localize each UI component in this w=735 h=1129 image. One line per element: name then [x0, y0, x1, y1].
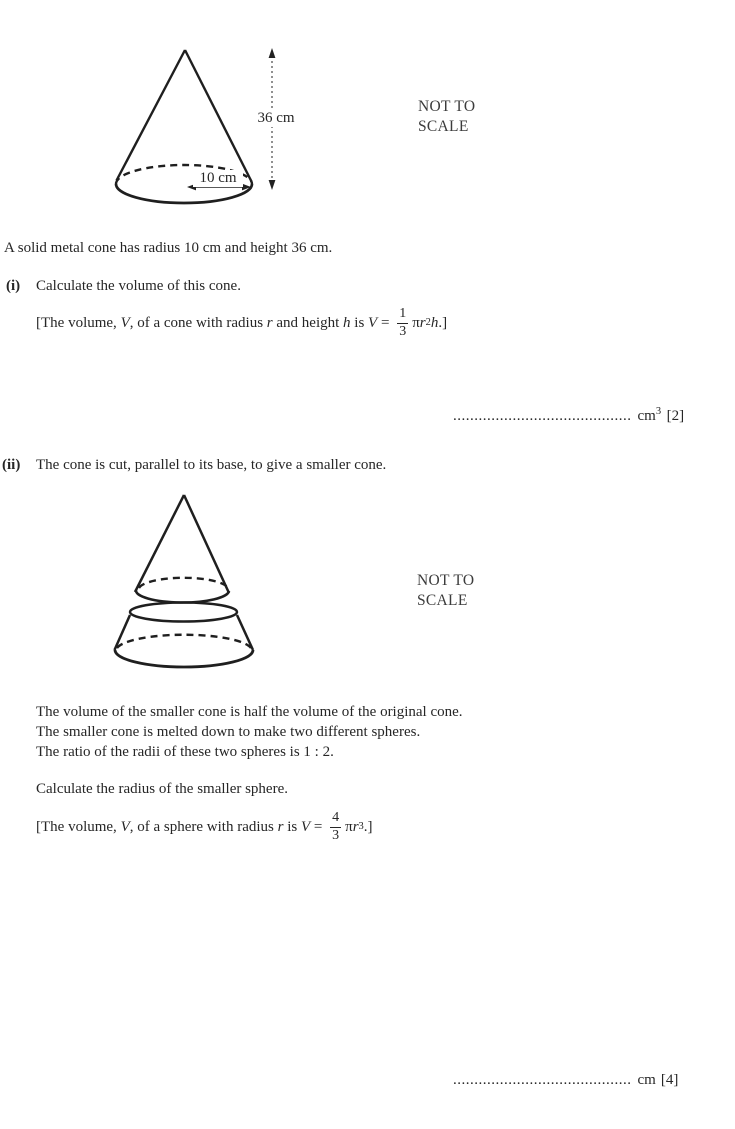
- formula-var-r: r: [266, 314, 273, 331]
- formula-text: [The volume,: [36, 818, 121, 835]
- formula-equals: =: [377, 314, 394, 331]
- cone-volume-formula: [The volume, V , of a cone with radius r and height h is V = $\frac{1}{3}$ π r 2 h .]: [36, 305, 448, 339]
- answer-line-ii: [453, 1072, 678, 1089]
- formula-text: , of a cone with radius: [129, 314, 267, 331]
- formula-text: .]: [363, 818, 373, 835]
- answer-unit-exponent: 3: [655, 406, 662, 417]
- formula-var-r: r: [352, 818, 359, 835]
- formula-var-h: h: [343, 314, 351, 331]
- formula-text: [The volume,: [36, 314, 121, 331]
- formula-var-V: V: [120, 818, 130, 835]
- fraction-numerator: 1: [397, 307, 408, 324]
- cone-side-left: [117, 50, 186, 181]
- frustum-bottom-back-edge-dashed: [117, 635, 251, 648]
- not-to-scale-line: SCALE: [417, 592, 468, 609]
- fraction-denominator: 3: [332, 827, 340, 843]
- sphere-volume-formula: [The volume, V , of a sphere with radius r is V = $\frac{4}{3}$ π r 3 .]: [36, 809, 373, 843]
- formula-text: is: [350, 314, 369, 331]
- answer-dotted-line: ..........................................: [453, 1072, 632, 1088]
- task-text: Calculate the radius of the smaller sphere.: [36, 781, 288, 797]
- small-cone-base-back-edge-dashed: [139, 578, 228, 588]
- formula-var-V: V: [368, 314, 378, 331]
- not-to-scale-line: NOT TO: [418, 98, 476, 115]
- intro-text: A solid metal cone has radius 10 cm and height 36 cm.: [4, 240, 333, 256]
- frustum-side-right: [237, 615, 253, 650]
- part-i-label: (i): [6, 278, 21, 294]
- statement-line: The volume of the smaller cone is half the volume of the original cone.: [36, 704, 463, 720]
- not-to-scale-line: SCALE: [418, 118, 469, 135]
- formula-text: is: [283, 818, 301, 835]
- answer-marks: [4]: [660, 1072, 679, 1088]
- statements-paragraph: [36, 702, 463, 762]
- formula-var-r: r: [419, 314, 426, 331]
- answer-unit: cm: [637, 1072, 656, 1088]
- formula-var-V: V: [120, 314, 130, 331]
- frustum-bottom-front-edge: [115, 650, 253, 667]
- height-arrowhead-bottom: [269, 180, 276, 190]
- not-to-scale-line: NOT TO: [417, 572, 475, 589]
- cone-radius-label: 10 cm: [193, 170, 243, 187]
- formula-pi: π: [345, 818, 353, 835]
- answer-line-i: [453, 408, 684, 425]
- formula-var-r: r: [277, 818, 284, 835]
- formula-var-h: h: [430, 314, 439, 331]
- statement-line: The smaller cone is melted down to make two different spheres.: [36, 724, 421, 740]
- cone-side-right: [185, 50, 252, 182]
- answer-unit: cm: [637, 408, 656, 424]
- fraction-one-third: [397, 307, 408, 339]
- fraction-numerator: 4: [330, 811, 341, 828]
- statement-line: The ratio of the radii of these two spheres is 1 : 2.: [36, 744, 334, 760]
- fraction-four-thirds: [330, 811, 341, 843]
- formula-text: , of a sphere with radius: [129, 818, 278, 835]
- not-to-scale-note-2: [417, 571, 474, 611]
- answer-dotted-line: ..........................................: [453, 408, 632, 424]
- formula-text: and height: [272, 314, 344, 331]
- cone-height-label: 36 cm: [252, 110, 300, 127]
- not-to-scale-note-1: [418, 97, 475, 137]
- cut-cone-diagram: [100, 488, 265, 678]
- fraction-denominator: 3: [399, 323, 407, 339]
- frustum-top-ellipse: [130, 603, 237, 622]
- formula-pi: π: [412, 314, 420, 331]
- part-i-text: Calculate the volume of this cone.: [36, 278, 241, 294]
- formula-var-V: V: [300, 818, 311, 835]
- formula-equals: =: [310, 818, 327, 835]
- answer-marks: [2]: [666, 408, 685, 424]
- small-cone-base-front-edge: [136, 590, 229, 603]
- formula-text: .]: [438, 314, 448, 331]
- part-ii-text: The cone is cut, parallel to its base, to give a smaller cone.: [36, 457, 387, 473]
- height-arrowhead-top: [269, 48, 276, 58]
- part-ii-label: (ii): [2, 457, 21, 473]
